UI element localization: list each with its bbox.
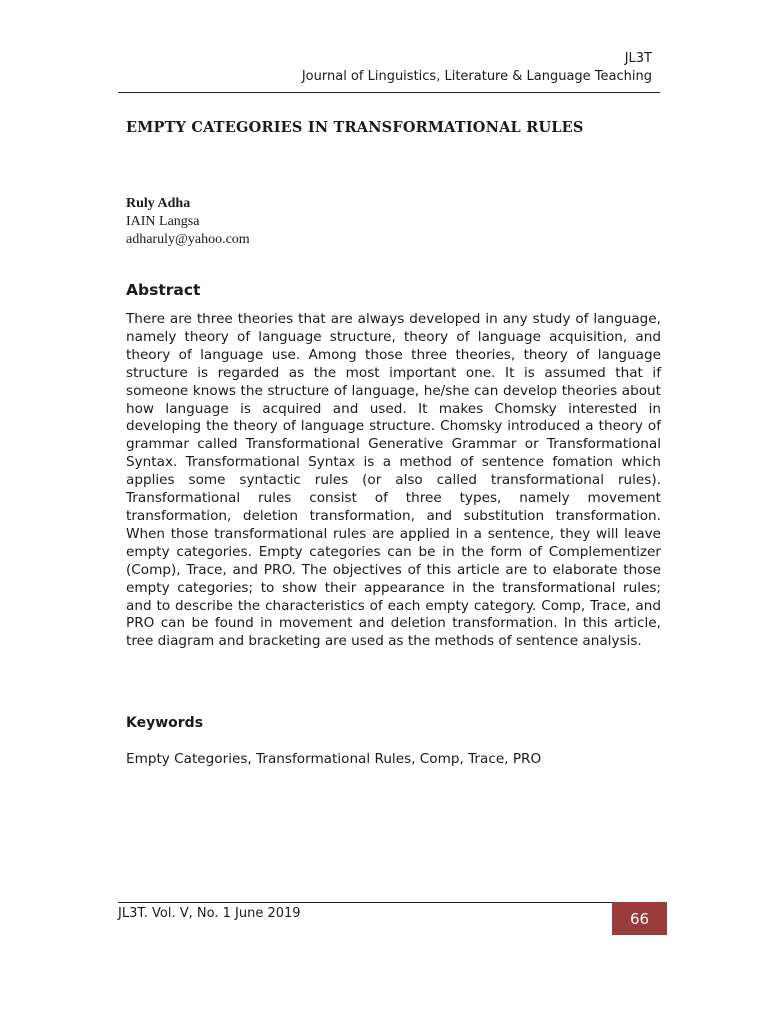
header-divider: [118, 92, 660, 93]
page-number-badge: 66: [612, 902, 667, 935]
keywords-heading: Keywords: [126, 715, 204, 731]
footer-citation: JL3T. Vol. V, No. 1 June 2019: [118, 906, 301, 921]
keywords-text: Empty Categories, Transformational Rules, Comp, Trace, PRO: [126, 751, 542, 767]
author-email: adharuly@yahoo.com: [126, 232, 250, 247]
article-title: EMPTY CATEGORIES IN TRANSFORMATIONAL RULES: [126, 119, 584, 136]
journal-name: Journal of Linguistics, Literature & Language Teaching: [301, 69, 652, 84]
author-name: Ruly Adha: [126, 196, 191, 211]
abstract-heading: Abstract: [126, 281, 201, 299]
author-block: [126, 195, 526, 249]
journal-abbreviation: JL3T: [624, 51, 652, 66]
abstract-body: There are three theories that are always developed in any study of language, namely theory of language structure, theory of language acquisition, and theory of language use. Among those three theories, theory of language structure is regarded as the most important one. It is assumed that if someone knows the structure of language, he/she can develop theories about how language is acquired and used. It makes Chomsky interested in developing the theory of language structure. Chomsky introduced a theory of grammar called Transformational Generative Grammar or Transformational Syntax. Transformational Syntax is a method of sentence fomation which applies some syntactic rules (or also called transformational rules). Transformational rules consist of three types, namely movement transformation, deletion transformation, and substitution transformation. When those transformational rules are applied in a sentence, they will leave empty categories. Empty categories can be in the form of Complementizer (Comp), Trace, and PRO. The objectives of this article are to elaborate those empty categories; to show their appearance in the transformational rules; and to describe the characteristics of each empty category. Comp, Trace, and PRO can be found in movement and deletion transformation. In this article, tree diagram and bracketing are used as the methods of sentence analysis.: [126, 311, 661, 650]
footer-divider: [118, 902, 612, 903]
author-affiliation: IAIN Langsa: [126, 214, 200, 229]
running-header: [118, 50, 660, 86]
